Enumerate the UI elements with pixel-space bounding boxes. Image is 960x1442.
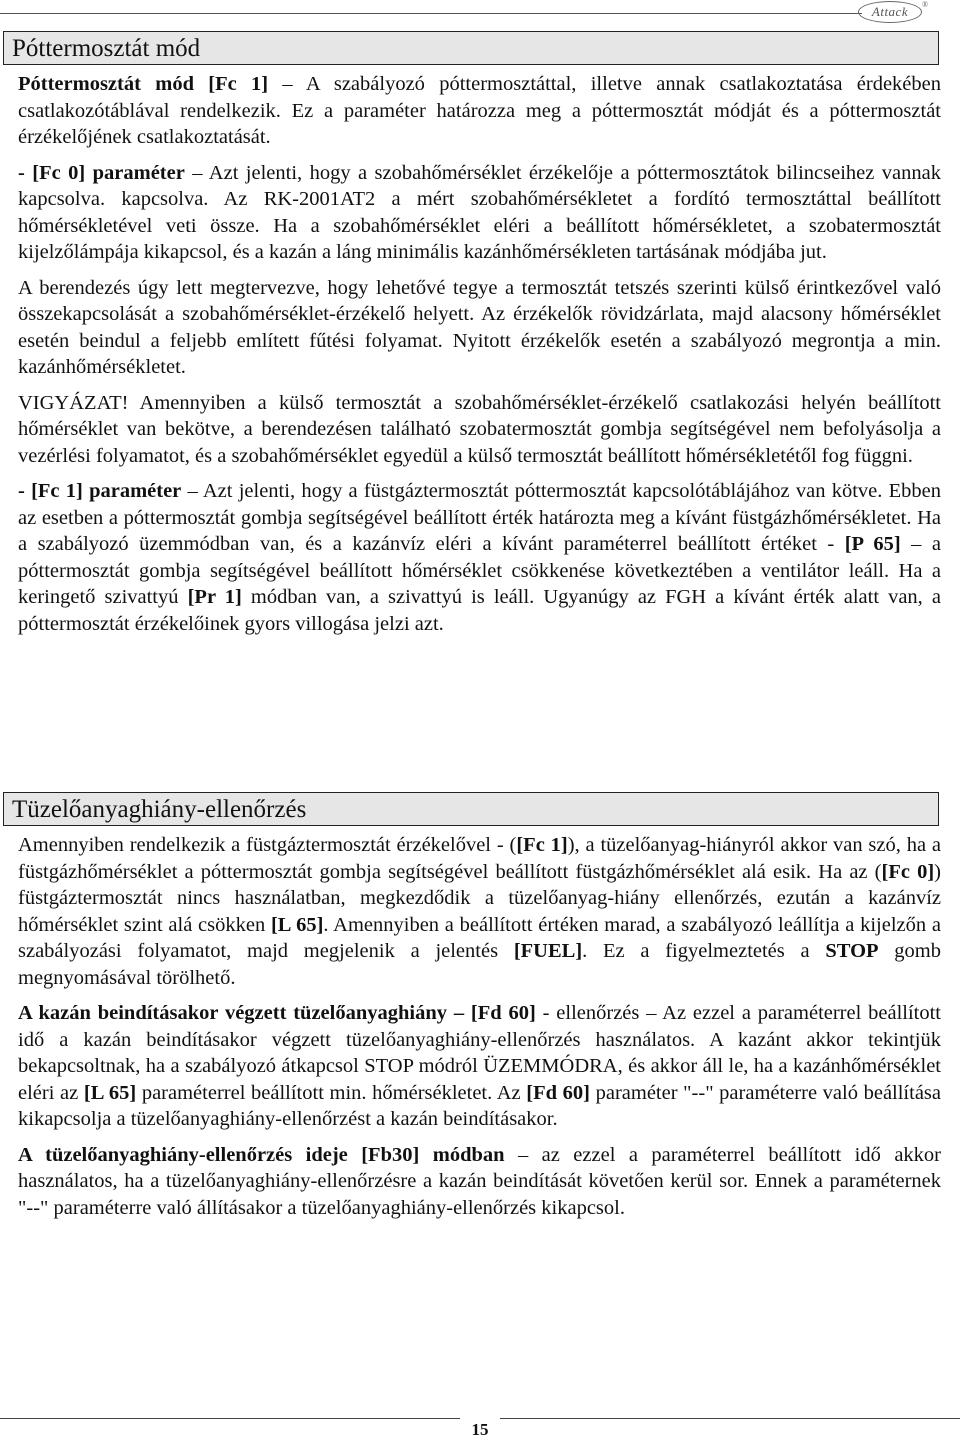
- warning-label: VIGYÁZAT!: [18, 391, 129, 414]
- text-run: ), a tüzelőanyag-hiányról akkor van szó, ha a füstgázhőmérséklet a póttermosztát gombja segítségével beállított füstgázhőmérséklet alá esik. Ha az (: [18, 834, 941, 883]
- text-run: – az ezzel a paraméterrel beállított idő akkor használatos, ha a tüzelőanyaghiány-ellenőrzésre a kazán beindítását követően kerül sor. Ennek a paraméternek "--" paraméterre való állításakor a tüzelőanyaghiány-ellenőrzés kikapcsol.: [18, 1143, 941, 1219]
- section-body-tuzeloanyaghiany: [18, 832, 941, 1230]
- paragraph: [18, 71, 941, 151]
- bold-term: A tüzelőanyaghiány-ellenőrzés ideje [Fb30] módban: [18, 1143, 505, 1166]
- bold-term: A kazán beindításakor végzett tüzelőanyaghiány – [Fd 60]: [18, 1002, 536, 1024]
- text-run: – Azt jelenti, hogy a szobahőmérséklet érzékelője a póttermosztátok bilincseihez vannak kapcsolva. kapcsolva. Az RK-2001AT2 a mért szobahőmérsékletet a fordító termosztáttal beállított hőmérsékletével veti össze. Ha a szobahőmérséklet eléri a beállított hőmérsékletet, a szobatermosztát kijelzőlámpája kikapcsol, és a kazán a láng minimális kazánhőmérsékleten tartásának módjába jut.: [18, 161, 941, 263]
- bold-term: Póttermosztát mód [Fc 1]: [18, 73, 269, 95]
- paragraph: [18, 478, 941, 637]
- text-run: . Ez a figyelmeztetés a: [582, 940, 826, 962]
- paragraph: [18, 1142, 941, 1222]
- text-run: paraméterrel beállított min. hőmérsékletet. Az: [136, 1081, 527, 1104]
- bold-term: [P 65]: [844, 533, 901, 555]
- logo-text: Attack: [871, 4, 909, 19]
- text-run: gomb megnyomásával törölhető.: [18, 940, 941, 989]
- bold-term: [Fd 60]: [526, 1081, 590, 1104]
- text-run: - ellenőrzés – Az ezzel a paraméterrel beállított idő a kazán beindításakor végzett tüzelőanyaghiány-ellenőrzés használatos. A kazánt akkor tekintjük bekapcsoltnak, ha a szabályozó átkapcsol STOP módról ÜZEMMÓDRA, és akkor áll le, ha a kazánhőmérséklet eléri az: [18, 1002, 942, 1104]
- bold-term: [L 65]: [83, 1081, 137, 1104]
- bold-term: [L 65]: [270, 913, 324, 936]
- registered-mark: ®: [922, 0, 929, 9]
- bold-term: [Fc 1]: [516, 834, 568, 856]
- paragraph: [18, 275, 941, 381]
- paragraph: [18, 160, 941, 266]
- paragraph: [18, 832, 941, 991]
- paragraph: [18, 390, 941, 470]
- section-body-poottermosztat: [18, 71, 941, 646]
- text-run: – A szabályozó póttermosztáttal, illetve annak csatlakoztatása érdekében csatlakozótáblával rendelkezik. Ez a paraméter határozza meg a póttermosztát módját és a póttermosztát érzékelőjének csatlakoztatását.: [18, 73, 941, 148]
- section-title-tuzeloanyaghiany: Tüzelőanyaghiány-ellenőrzés: [3, 792, 939, 826]
- paragraph: [18, 1000, 941, 1133]
- text-run: módban van, a szivattyú is leáll. Ugyanúgy az FGH a kívánt érték alatt van, a póttermosztát érzékelőinek gyors villogása jelzi azt.: [18, 586, 941, 635]
- bold-term: STOP: [825, 940, 879, 962]
- bold-term: [Fc 0]: [881, 860, 935, 883]
- attack-logo: [858, 1, 922, 23]
- text-run: paraméter "--" paraméterre való beállítása kikapcsolja a tüzelőanyaghiány-ellenőrzést a kazán beindításakor.: [18, 1081, 941, 1130]
- text-run: – Azt jelenti, hogy a füstgáztermosztát póttermosztát kapcsolótáblájához van kötve. Ebben az esetben a póttermosztát gombja segítségével beállított érték határozta meg a kívánt füstgázhőmérsékletet. Ha a szabályozó üzemmódban van, és a kazánvíz eléri a kívánt paraméterrel beállított értéket -: [18, 480, 941, 555]
- page-number: 15: [471, 1420, 489, 1439]
- bold-term: [Pr 1]: [187, 586, 242, 608]
- text-run: Amennyiben rendelkezik a füstgáztermosztát érzékelővel - (: [18, 834, 517, 856]
- bold-term: - [Fc 0] paraméter: [18, 161, 185, 184]
- bold-term: [FUEL]: [513, 940, 583, 962]
- header-rule: [0, 13, 862, 14]
- text-run: . Amennyiben a beállított értéken marad, a szabályozó leállítja a kijelzőn a szabályozási folyamatot, majd megjelenik a jelentés: [18, 913, 941, 962]
- text-run: A berendezés úgy lett megtervezve, hogy lehetővé tegye a termosztát tetszés szerinti külső érintkezővel való összekapcsolását a szobahőmérséklet-érzékelő helyett. Az érzékelők rövidzárlata, majd alacsony hőmérséklet esetén beindul a feljebb említett fűtési folyamat. Nyitott érzékelők esetén a szabályozó megrontja a min. kazánhőmérsékletet.: [18, 276, 941, 378]
- text-run: ) füstgáztermosztát nincs használatban, megkezdődik a tüzelőanyag-hiány ellenőrzés, ezután a kazánvíz hőmérséklet szint alá csökken: [18, 860, 941, 936]
- bold-term: - [Fc 1] paraméter: [18, 480, 182, 502]
- text-run: Amennyiben a külső termosztát a szobahőmérséklet-érzékelő csatlakozási helyén beállított hőmérséklet van bekötve, a berendezésen található szobatermosztát gombja segítségével nem befolyásolja a vezérlési folyamatot, és a szobahőmérséklet egyedül a külső termosztát beállított hőmérsékletétől fog függni.: [18, 391, 941, 467]
- section-title-poottermosztat: Póttermosztát mód: [3, 31, 939, 65]
- text-run: – a póttermosztát gombja segítségével beállított hőmérséklet csökkenése következtében a ventilátor leáll. Ha a keringető szivattyú: [18, 533, 941, 608]
